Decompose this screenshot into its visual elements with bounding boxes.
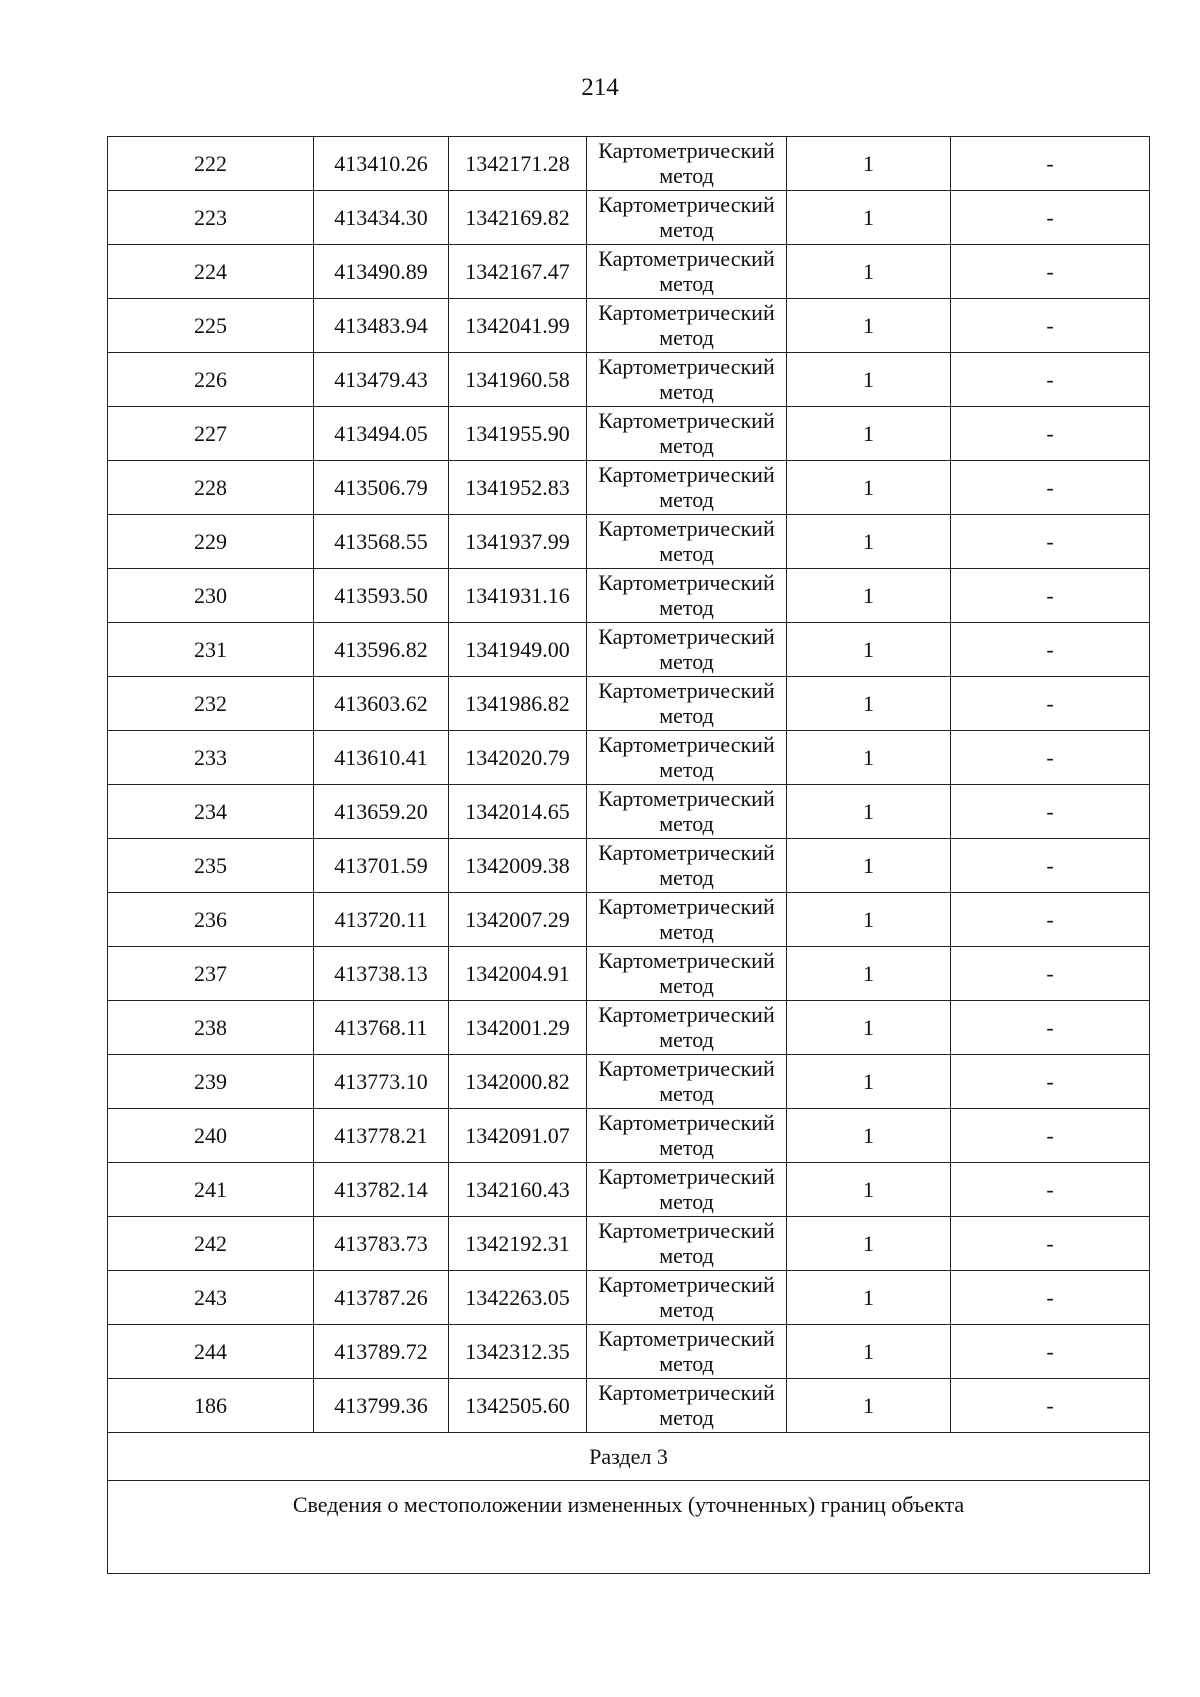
table-row [108,191,1150,245]
table-row [108,623,1150,677]
point-number-cell: 240 [108,1109,314,1163]
note-cell: - [951,137,1150,191]
x-coordinate-cell: 413659.20 [314,785,449,839]
method-line-1: Картометрический [598,300,775,325]
point-number-cell: 236 [108,893,314,947]
accuracy-cell: 1 [787,1325,951,1379]
method-cell [587,677,787,731]
method-cell [587,1163,787,1217]
method-line-1: Картометрический [598,408,775,433]
table-row [108,1271,1150,1325]
accuracy-cell: 1 [787,1163,951,1217]
note-cell: - [951,461,1150,515]
method-line-2: метод [659,271,714,296]
note-cell: - [951,677,1150,731]
method-line-1: Картометрический [598,624,775,649]
accuracy-cell: 1 [787,515,951,569]
method-line-1: Картометрический [598,1218,775,1243]
x-coordinate-cell: 413603.62 [314,677,449,731]
table-row [108,785,1150,839]
method-cell [587,245,787,299]
method-line-2: метод [659,973,714,998]
note-cell: - [951,407,1150,461]
accuracy-cell: 1 [787,839,951,893]
accuracy-cell: 1 [787,1001,951,1055]
x-coordinate-cell: 413490.89 [314,245,449,299]
note-cell: - [951,353,1150,407]
method-line-1: Картометрический [598,1110,775,1135]
method-line-1: Картометрический [598,246,775,271]
point-number-cell: 239 [108,1055,314,1109]
y-coordinate-cell: 1341986.82 [449,677,587,731]
table-row [108,569,1150,623]
method-cell [587,623,787,677]
note-cell: - [951,731,1150,785]
method-line-1: Картометрический [598,1326,775,1351]
point-number-cell: 237 [108,947,314,1001]
accuracy-cell: 1 [787,1217,951,1271]
method-line-1: Картометрический [598,894,775,919]
point-number-cell: 186 [108,1379,314,1433]
method-cell [587,893,787,947]
table-row [108,839,1150,893]
method-cell [587,947,787,1001]
note-cell: - [951,893,1150,947]
page-number: 214 [581,74,619,101]
method-cell [587,407,787,461]
method-line-2: метод [659,541,714,566]
point-number-cell: 243 [108,1271,314,1325]
point-number-cell: 234 [108,785,314,839]
method-line-1: Картометрический [598,1002,775,1027]
accuracy-cell: 1 [787,785,951,839]
point-number-cell: 223 [108,191,314,245]
x-coordinate-cell: 413410.26 [314,137,449,191]
method-line-1: Картометрический [598,138,775,163]
x-coordinate-cell: 413506.79 [314,461,449,515]
method-cell [587,1325,787,1379]
accuracy-cell: 1 [787,299,951,353]
section-row [108,1433,1150,1481]
method-line-2: метод [659,811,714,836]
method-line-1: Картометрический [598,516,775,541]
table-row [108,461,1150,515]
method-line-2: метод [659,757,714,782]
note-cell: - [951,1055,1150,1109]
method-cell [587,137,787,191]
method-line-2: метод [659,649,714,674]
x-coordinate-cell: 413783.73 [314,1217,449,1271]
method-line-1: Картометрический [598,1380,775,1405]
note-cell: - [951,569,1150,623]
note-cell: - [951,1163,1150,1217]
method-cell [587,1379,787,1433]
table-row [108,731,1150,785]
accuracy-cell: 1 [787,623,951,677]
section-description: Сведения о местоположении измененных (уточненных) границ объекта [108,1481,1150,1574]
note-cell: - [951,947,1150,1001]
x-coordinate-cell: 413483.94 [314,299,449,353]
x-coordinate-cell: 413479.43 [314,353,449,407]
method-line-2: метод [659,217,714,242]
method-line-1: Картометрический [598,1272,775,1297]
note-cell: - [951,1271,1150,1325]
accuracy-cell: 1 [787,893,951,947]
method-cell [587,569,787,623]
point-number-cell: 232 [108,677,314,731]
y-coordinate-cell: 1341931.16 [449,569,587,623]
x-coordinate-cell: 413434.30 [314,191,449,245]
y-coordinate-cell: 1341949.00 [449,623,587,677]
y-coordinate-cell: 1342009.38 [449,839,587,893]
x-coordinate-cell: 413787.26 [314,1271,449,1325]
accuracy-cell: 1 [787,569,951,623]
table-row [108,947,1150,1001]
method-cell [587,785,787,839]
accuracy-cell: 1 [787,137,951,191]
point-number-cell: 225 [108,299,314,353]
note-cell: - [951,1001,1150,1055]
y-coordinate-cell: 1342171.28 [449,137,587,191]
accuracy-cell: 1 [787,191,951,245]
x-coordinate-cell: 413596.82 [314,623,449,677]
table-row [108,677,1150,731]
table-row [108,245,1150,299]
point-number-cell: 233 [108,731,314,785]
x-coordinate-cell: 413701.59 [314,839,449,893]
x-coordinate-cell: 413720.11 [314,893,449,947]
accuracy-cell: 1 [787,353,951,407]
x-coordinate-cell: 413738.13 [314,947,449,1001]
y-coordinate-cell: 1342014.65 [449,785,587,839]
accuracy-cell: 1 [787,1379,951,1433]
method-line-2: метод [659,865,714,890]
note-cell: - [951,1217,1150,1271]
note-cell: - [951,299,1150,353]
y-coordinate-cell: 1342041.99 [449,299,587,353]
y-coordinate-cell: 1342312.35 [449,1325,587,1379]
y-coordinate-cell: 1342167.47 [449,245,587,299]
y-coordinate-cell: 1342505.60 [449,1379,587,1433]
point-number-cell: 235 [108,839,314,893]
point-number-cell: 228 [108,461,314,515]
accuracy-cell: 1 [787,1271,951,1325]
point-number-cell: 244 [108,1325,314,1379]
y-coordinate-cell: 1342004.91 [449,947,587,1001]
method-cell [587,1001,787,1055]
note-cell: - [951,515,1150,569]
point-number-cell: 229 [108,515,314,569]
method-line-2: метод [659,1027,714,1052]
method-line-1: Картометрический [598,1056,775,1081]
y-coordinate-cell: 1342001.29 [449,1001,587,1055]
method-cell [587,353,787,407]
method-cell [587,1271,787,1325]
y-coordinate-cell: 1342169.82 [449,191,587,245]
y-coordinate-cell: 1342020.79 [449,731,587,785]
point-number-cell: 231 [108,623,314,677]
x-coordinate-cell: 413773.10 [314,1055,449,1109]
method-line-1: Картометрический [598,840,775,865]
method-line-2: метод [659,1297,714,1322]
method-line-2: метод [659,487,714,512]
table-row [108,515,1150,569]
table-row [108,1055,1150,1109]
point-number-cell: 227 [108,407,314,461]
table-row [108,1379,1150,1433]
y-coordinate-cell: 1341955.90 [449,407,587,461]
y-coordinate-cell: 1342192.31 [449,1217,587,1271]
point-number-cell: 238 [108,1001,314,1055]
accuracy-cell: 1 [787,461,951,515]
method-line-2: метод [659,379,714,404]
accuracy-cell: 1 [787,1109,951,1163]
note-cell: - [951,1109,1150,1163]
y-coordinate-cell: 1342091.07 [449,1109,587,1163]
y-coordinate-cell: 1342263.05 [449,1271,587,1325]
method-line-2: метод [659,163,714,188]
method-cell [587,461,787,515]
note-cell: - [951,623,1150,677]
accuracy-cell: 1 [787,1055,951,1109]
note-cell: - [951,1379,1150,1433]
note-cell: - [951,245,1150,299]
note-cell: - [951,839,1150,893]
method-cell [587,1109,787,1163]
method-line-2: метод [659,919,714,944]
x-coordinate-cell: 413789.72 [314,1325,449,1379]
point-number-cell: 241 [108,1163,314,1217]
note-cell: - [951,191,1150,245]
method-line-2: метод [659,1243,714,1268]
method-line-1: Картометрический [598,732,775,757]
section-description-row [108,1481,1150,1574]
section-title: Раздел 3 [108,1433,1150,1481]
accuracy-cell: 1 [787,947,951,1001]
method-cell [587,731,787,785]
y-coordinate-cell: 1341952.83 [449,461,587,515]
x-coordinate-cell: 413778.21 [314,1109,449,1163]
table-row [108,407,1150,461]
x-coordinate-cell: 413782.14 [314,1163,449,1217]
method-line-1: Картометрический [598,354,775,379]
method-line-1: Картометрический [598,786,775,811]
method-line-2: метод [659,1135,714,1160]
point-number-cell: 222 [108,137,314,191]
table-row [108,1001,1150,1055]
point-number-cell: 242 [108,1217,314,1271]
method-line-2: метод [659,325,714,350]
note-cell: - [951,785,1150,839]
y-coordinate-cell: 1342007.29 [449,893,587,947]
method-line-2: метод [659,1351,714,1376]
method-line-1: Картометрический [598,192,775,217]
accuracy-cell: 1 [787,731,951,785]
method-line-1: Картометрический [598,462,775,487]
table-row [108,353,1150,407]
method-cell [587,299,787,353]
method-line-1: Картометрический [598,678,775,703]
method-cell [587,1055,787,1109]
x-coordinate-cell: 413593.50 [314,569,449,623]
point-number-cell: 230 [108,569,314,623]
accuracy-cell: 1 [787,677,951,731]
method-line-2: метод [659,433,714,458]
method-cell [587,515,787,569]
y-coordinate-cell: 1342000.82 [449,1055,587,1109]
x-coordinate-cell: 413799.36 [314,1379,449,1433]
method-line-2: метод [659,1189,714,1214]
table-row [108,299,1150,353]
y-coordinate-cell: 1341960.58 [449,353,587,407]
y-coordinate-cell: 1342160.43 [449,1163,587,1217]
table-row [108,1217,1150,1271]
point-number-cell: 226 [108,353,314,407]
y-coordinate-cell: 1341937.99 [449,515,587,569]
x-coordinate-cell: 413568.55 [314,515,449,569]
method-line-2: метод [659,1081,714,1106]
method-line-2: метод [659,703,714,728]
note-cell: - [951,1325,1150,1379]
method-cell [587,1217,787,1271]
table-row [108,1163,1150,1217]
x-coordinate-cell: 413610.41 [314,731,449,785]
method-line-2: метод [659,1405,714,1430]
table-row [108,1109,1150,1163]
method-cell [587,191,787,245]
table-body [108,137,1150,1574]
accuracy-cell: 1 [787,407,951,461]
method-line-1: Картометрический [598,1164,775,1189]
point-number-cell: 224 [108,245,314,299]
method-line-2: метод [659,595,714,620]
table-row [108,137,1150,191]
coordinates-table [107,136,1150,1574]
table-row [108,893,1150,947]
accuracy-cell: 1 [787,245,951,299]
table-row [108,1325,1150,1379]
method-line-1: Картометрический [598,948,775,973]
x-coordinate-cell: 413494.05 [314,407,449,461]
x-coordinate-cell: 413768.11 [314,1001,449,1055]
method-line-1: Картометрический [598,570,775,595]
method-cell [587,839,787,893]
